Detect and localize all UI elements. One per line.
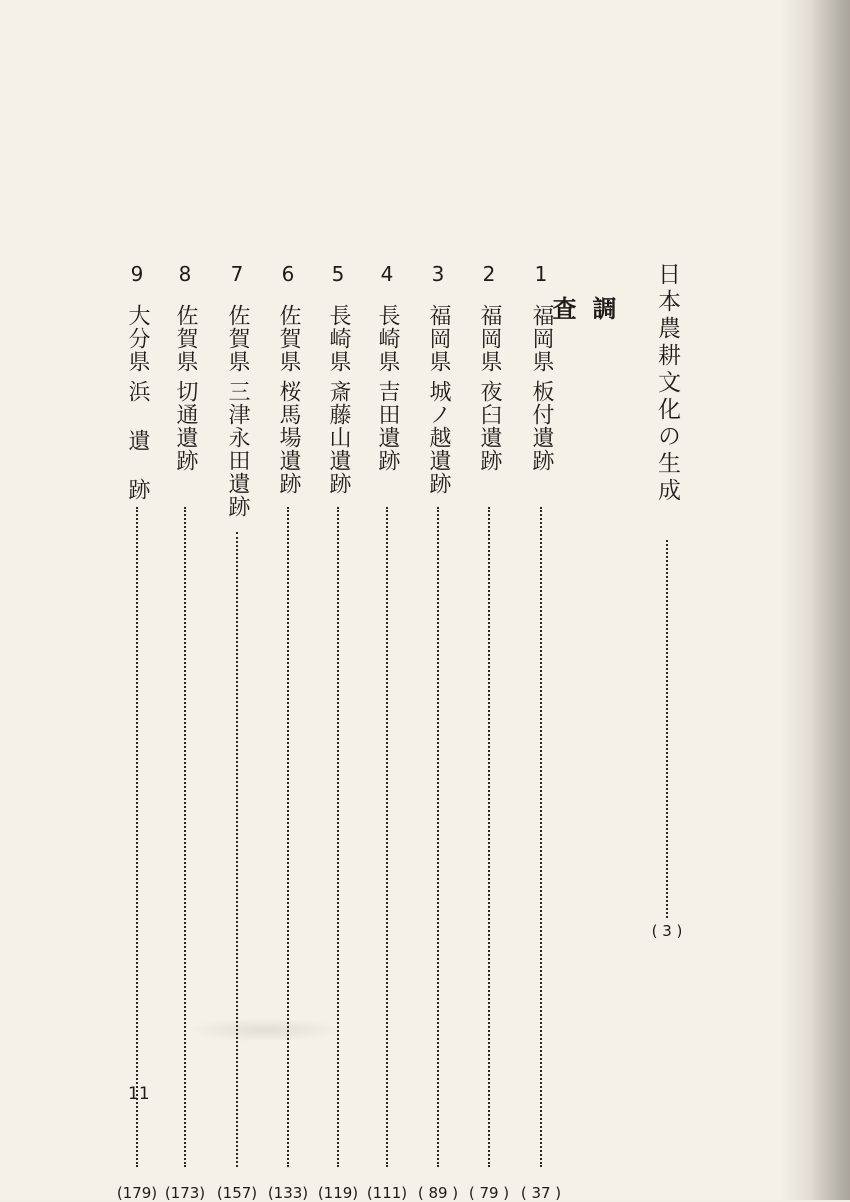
entry-page: (179) <box>116 1184 158 1202</box>
entry-site: 三津永田遺跡 <box>225 380 250 518</box>
entry-number: 1 <box>534 262 548 286</box>
leader-dots <box>488 507 490 1167</box>
entry-prefecture: 大分県 <box>125 304 150 373</box>
entry-page: ( 79 ) <box>468 1184 510 1202</box>
entry-site: 浜 遺 跡 <box>125 380 150 501</box>
toc-entry <box>417 262 459 1202</box>
toc-entry <box>520 262 562 1202</box>
entry-site: 切通遺跡 <box>173 380 198 472</box>
entry-site: 吉田遺跡 <box>375 380 400 472</box>
entry-site: 城ノ越遺跡 <box>426 380 451 495</box>
page-number: 11 <box>128 1084 150 1104</box>
entry-number: 5 <box>331 262 345 286</box>
main-entry-title: 日本農耕文化の生成 <box>654 262 680 505</box>
entry-number: 3 <box>431 262 445 286</box>
leader-dots <box>136 507 138 1167</box>
entry-prefecture: 佐賀県 <box>276 304 301 373</box>
entry-number: 6 <box>281 262 295 286</box>
toc-entry <box>468 262 510 1202</box>
entry-number: 4 <box>380 262 394 286</box>
ink-smudge <box>185 1018 345 1042</box>
toc-entry <box>164 262 206 1202</box>
toc-entry <box>317 262 359 1202</box>
entry-prefecture: 長崎県 <box>375 304 400 373</box>
page-edge-shadow <box>810 0 850 1200</box>
entry-page: (119) <box>317 1184 359 1202</box>
toc-entry <box>267 262 309 1202</box>
toc-entry <box>216 262 258 1202</box>
entry-prefecture: 福岡県 <box>426 304 451 373</box>
entry-number: 7 <box>230 262 244 286</box>
leader-dots <box>287 507 289 1167</box>
entry-prefecture: 佐賀県 <box>225 304 250 373</box>
leader-dots <box>540 507 542 1167</box>
leader-dots <box>337 507 339 1167</box>
entry-page: (111) <box>366 1184 408 1202</box>
section-title: 調査 <box>548 296 617 382</box>
entry-site: 桜馬場遺跡 <box>276 380 301 495</box>
entry-prefecture: 佐賀県 <box>173 304 198 373</box>
leader-dots <box>236 532 238 1167</box>
leader-dots <box>386 507 388 1167</box>
entry-prefecture: 長崎県 <box>326 304 351 373</box>
toc-entry <box>366 262 408 1202</box>
leader-dots <box>184 507 186 1167</box>
entry-number: 9 <box>130 262 144 286</box>
entry-page: ( 89 ) <box>417 1184 459 1202</box>
entry-site: 斎藤山遺跡 <box>326 380 351 495</box>
entry-site: 夜臼遺跡 <box>477 380 502 472</box>
entry-page: (133) <box>267 1184 309 1202</box>
entry-page: (157) <box>216 1184 258 1202</box>
entry-page: ( 37 ) <box>520 1184 562 1202</box>
leader-dots <box>437 507 439 1167</box>
entry-number: 2 <box>482 262 496 286</box>
entry-prefecture: 福岡県 <box>477 304 502 373</box>
main-entry-leader-dots <box>666 540 668 918</box>
entry-number: 8 <box>178 262 192 286</box>
entry-prefecture: 福岡県 <box>529 304 554 373</box>
entry-page: (173) <box>164 1184 206 1202</box>
main-entry-page: ( 3 ) <box>651 922 683 940</box>
entry-site: 板付遺跡 <box>529 380 554 472</box>
